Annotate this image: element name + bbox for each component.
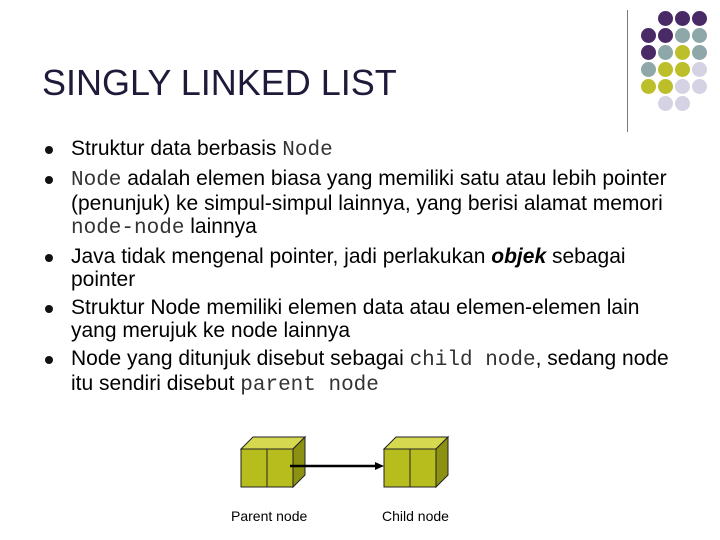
- code-term: child node: [409, 349, 536, 372]
- emphasis-term: objek: [491, 245, 547, 268]
- code-term: node-node: [71, 217, 185, 240]
- code-term: parent node: [240, 374, 379, 397]
- code-term: Node: [282, 139, 333, 162]
- child-node-box: [384, 437, 448, 487]
- parent-node-label: Parent node: [231, 508, 308, 524]
- bullet-item: Node yang ditunjuk disebut sebagai child node, sedang node itu sendiri disebut parent node: [43, 347, 673, 397]
- code-term: Node: [71, 169, 122, 192]
- child-node-label: Child node: [382, 508, 449, 524]
- parent-node-box: [241, 437, 305, 487]
- arrow-head-icon: [375, 462, 384, 470]
- bullet-item: Struktur data berbasis Node: [43, 137, 673, 162]
- bullet-item: Java tidak mengenal pointer, jadi perlakukan objek sebagai pointer: [43, 245, 673, 291]
- bullet-item: Struktur Node memiliki elemen data atau elemen-elemen lain yang merujuk ke node lainnya: [43, 296, 673, 342]
- slide-title: SINGLY LINKED LIST: [42, 62, 397, 103]
- bullet-item: Node adalah elemen biasa yang memiliki satu atau lebih pointer (penunjuk) ke simpul-simpul lainnya, yang berisi alamat memori node-node lainnya: [43, 167, 673, 240]
